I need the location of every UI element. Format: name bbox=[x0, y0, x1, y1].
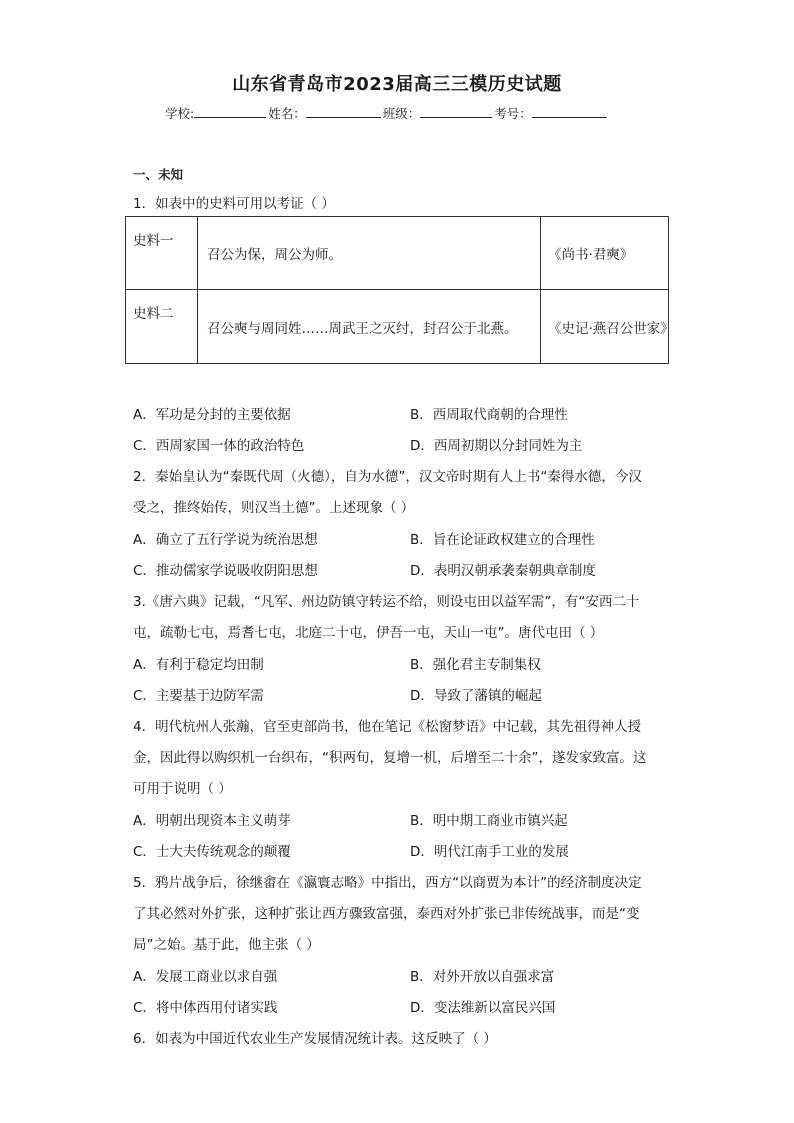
q4-stem-line-2: 金，因此得以购织机一台织布，“积两旬，复增一机，后增至二十余”，遂发家致富。这 bbox=[133, 750, 647, 766]
q2-option-a[interactable]: A．确立了五行学说为统治思想 bbox=[133, 532, 318, 548]
source-text: 召公为保，周公为师。 bbox=[198, 217, 541, 290]
q5-option-d[interactable]: D．变法维新以富民兴国 bbox=[410, 1000, 556, 1016]
q4-option-b[interactable]: B．明中期工商业市镇兴起 bbox=[410, 813, 568, 829]
number-blank[interactable] bbox=[532, 105, 607, 118]
q2-option-d[interactable]: D．表明汉朝承袭秦朝典章制度 bbox=[410, 563, 596, 579]
q3-option-a[interactable]: A．有利于稳定均田制 bbox=[133, 657, 264, 673]
source-book: 《尚书·君奭》 bbox=[541, 217, 669, 290]
q5-stem-line-2: 了其必然对外扩张，这种扩张让西方骤致富强，泰西对外扩张已非传统战事，而是“变 bbox=[133, 906, 640, 922]
source-label: 史料一 bbox=[126, 217, 198, 290]
table-row bbox=[126, 290, 669, 364]
table-row bbox=[126, 217, 669, 290]
q4-option-c[interactable]: C．士大夫传统观念的颠覆 bbox=[133, 844, 291, 860]
source-text: 召公奭与周同姓……周武王之灭纣，封召公于北燕。 bbox=[198, 290, 541, 364]
q4-option-a[interactable]: A．明朝出现资本主义萌芽 bbox=[133, 813, 291, 829]
source-book: 《史记·燕召公世家》 bbox=[541, 290, 669, 364]
q3-option-c[interactable]: C．主要基于边防军需 bbox=[133, 688, 264, 704]
q5-stem-line-1: 5．鸦片战争后，徐继畬在《瀛寰志略》中指出，西方“以商贾为本计”的经济制度决定 bbox=[133, 875, 642, 891]
q2-option-b[interactable]: B．旨在论证政权建立的合理性 bbox=[410, 532, 595, 548]
q3-option-b[interactable]: B．强化君主专制集权 bbox=[410, 657, 541, 673]
q2-stem-line-1: 2．秦始皇认为“秦既代周（火德），自为水德”，汉文帝时期有人上书“秦得水德，今汉 bbox=[133, 469, 642, 485]
q5-stem-line-3: 局”之始。基于此，他主张（ ） bbox=[133, 937, 320, 953]
q3-stem-line-2: 屯，疏勒七屯，焉耆七屯，北庭二十屯，伊吾一屯，天山一屯”。唐代屯田（ ） bbox=[133, 625, 604, 641]
q5-option-b[interactable]: B．对外开放以自强求富 bbox=[410, 969, 555, 985]
q6-stem-line-1: 6．如表为中国近代农业生产发展情况统计表。这反映了（ ） bbox=[133, 1031, 497, 1047]
q5-option-c[interactable]: C．将中体西用付诸实践 bbox=[133, 1000, 278, 1016]
q2-stem-line-2: 受之，推终始传，则汉当土德”。上述现象（ ） bbox=[133, 500, 415, 516]
school-label: 学校: bbox=[165, 106, 195, 121]
name-label: 姓名： bbox=[268, 106, 306, 121]
q1-option-d[interactable]: D．西周初期以分封同姓为主 bbox=[410, 438, 583, 454]
q3-stem-line-1: 3.《唐六典》记载，“凡军、州边防镇守转运不给，则设屯田以益军需”，有“安西二十 bbox=[133, 594, 640, 610]
q4-stem-line-1: 4．明代杭州人张瀚，官至吏部尚书，他在笔记《松窗梦语》中记载，其先祖得神人授 bbox=[133, 719, 642, 735]
class-label: 班级： bbox=[382, 106, 421, 121]
class-blank[interactable] bbox=[420, 105, 492, 118]
q1-source-table bbox=[125, 216, 674, 364]
page-title: 山东省青岛市2023届高三三模历史试题 bbox=[232, 74, 562, 95]
q5-option-a[interactable]: A．发展工商业以求自强 bbox=[133, 969, 278, 985]
q4-stem-line-3: 可用于说明（ ） bbox=[133, 781, 232, 797]
student-info-fields bbox=[165, 104, 609, 122]
number-label: 考号： bbox=[494, 106, 532, 121]
source-label: 史料二 bbox=[126, 290, 198, 364]
q3-option-d[interactable]: D．导致了藩镇的崛起 bbox=[410, 688, 542, 704]
q1-option-b[interactable]: B．西周取代商朝的合理性 bbox=[410, 407, 568, 423]
q1-option-c[interactable]: C．西周家国一体的政治特色 bbox=[133, 438, 305, 454]
q4-option-d[interactable]: D．明代江南手工业的发展 bbox=[410, 844, 569, 860]
school-blank[interactable] bbox=[194, 105, 266, 118]
q1-option-a[interactable]: A．军功是分封的主要依据 bbox=[133, 407, 291, 423]
q1-stem: 1．如表中的史料可用以考证（ ） bbox=[133, 196, 335, 212]
name-blank[interactable] bbox=[306, 105, 381, 118]
section-heading: 一、未知 bbox=[133, 167, 184, 182]
q2-option-c[interactable]: C．推动儒家学说吸收阴阳思想 bbox=[133, 563, 318, 579]
